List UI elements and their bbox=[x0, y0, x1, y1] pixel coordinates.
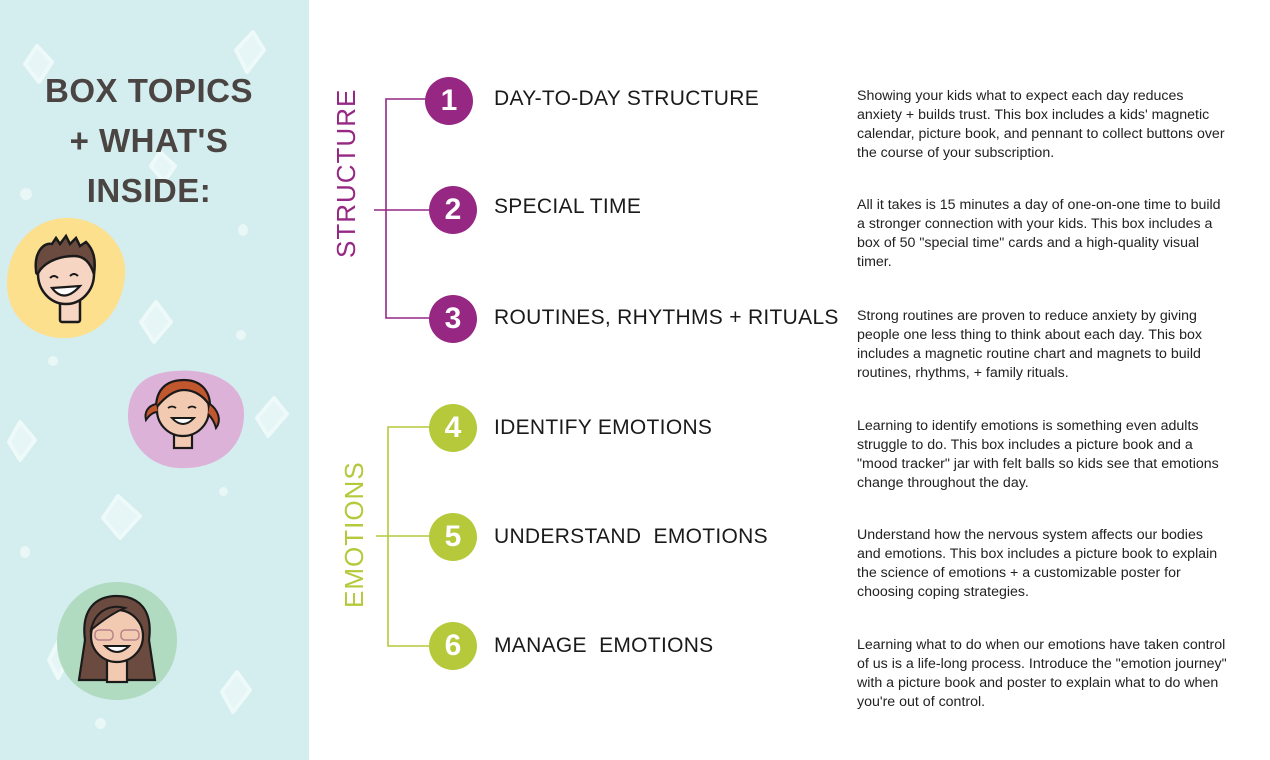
sparkle-icon bbox=[138, 300, 174, 344]
girl-pigtails-avatar bbox=[126, 370, 248, 470]
decorative-dot bbox=[238, 224, 248, 236]
topic-number-badge: 6 bbox=[429, 622, 477, 670]
topic-number-badge: 4 bbox=[429, 404, 477, 452]
sparkle-icon bbox=[6, 420, 38, 462]
topic-number-badge: 2 bbox=[429, 186, 477, 234]
boy-avatar bbox=[4, 214, 130, 340]
topic-title: DAY-TO-DAY STRUCTURE bbox=[494, 87, 760, 110]
sparkle-icon bbox=[254, 396, 290, 438]
woman-glasses-avatar bbox=[55, 580, 179, 702]
topic-title: IDENTIFY EMOTIONS bbox=[494, 416, 713, 439]
topic-number-badge: 3 bbox=[429, 295, 477, 343]
topic-title: UNDERSTAND EMOTIONS bbox=[494, 525, 768, 548]
sidebar-title-line: INSIDE: bbox=[86, 172, 212, 209]
sidebar-panel bbox=[0, 0, 309, 760]
decorative-dot bbox=[95, 718, 106, 729]
topic-description: All it takes is 15 minutes a day of one-on-one time to build a stronger connection with your kids. This box includes a box of 50 "special time" cards and a high-quality visual timer. bbox=[857, 197, 1221, 270]
topic-number-badge: 1 bbox=[425, 77, 473, 125]
topic-title: MANAGE EMOTIONS bbox=[494, 634, 714, 657]
topic-number-badge: 5 bbox=[429, 513, 477, 561]
group-label-structure: STRUCTURE bbox=[331, 88, 361, 258]
sparkle-icon bbox=[219, 670, 253, 714]
decorative-dot bbox=[20, 546, 30, 558]
topic-description: Strong routines are proven to reduce anxiety by giving people one less thing to think about each day. This box includes a magnetic routine chart and magnets to build routines, rhythms, + family rituals. bbox=[857, 308, 1202, 381]
sidebar-title bbox=[0, 66, 298, 216]
topic-description: Learning to identify emotions is something even adults struggle to do. This box includes a picture book and a "mood tracker" jar with felt balls so kids see that emotions change throughout the day. bbox=[857, 418, 1219, 491]
topic-description: Showing your kids what to expect each day reduces anxiety + builds trust. This box includes a kids' magnetic calendar, picture book, and pennant to collect buttons over the course of your subscription. bbox=[857, 88, 1225, 161]
decorative-dot bbox=[219, 487, 228, 496]
group-label-emotions: EMOTIONS bbox=[339, 461, 369, 608]
emotions-bracket bbox=[372, 424, 432, 650]
sparkle-icon bbox=[100, 494, 144, 540]
sidebar-title-line: BOX TOPICS bbox=[45, 72, 253, 109]
topic-title: SPECIAL TIME bbox=[494, 195, 642, 218]
topic-description: Understand how the nervous system affects our bodies and emotions. This box includes a picture book to explain the science of emotions + a customizable poster for choosing coping strategies. bbox=[857, 527, 1218, 600]
structure-bracket bbox=[370, 96, 430, 322]
decorative-dot bbox=[236, 330, 246, 340]
decorative-dot bbox=[48, 356, 58, 366]
sidebar-title-line: + WHAT'S bbox=[69, 122, 229, 159]
topic-description: Learning what to do when our emotions have taken control of us is a life-long process. Introduce the "emotion journey" with a picture book and poster to explain what to do when you're out of control. bbox=[857, 637, 1227, 710]
topic-title: ROUTINES, RHYTHMS + RITUALS bbox=[494, 306, 839, 329]
